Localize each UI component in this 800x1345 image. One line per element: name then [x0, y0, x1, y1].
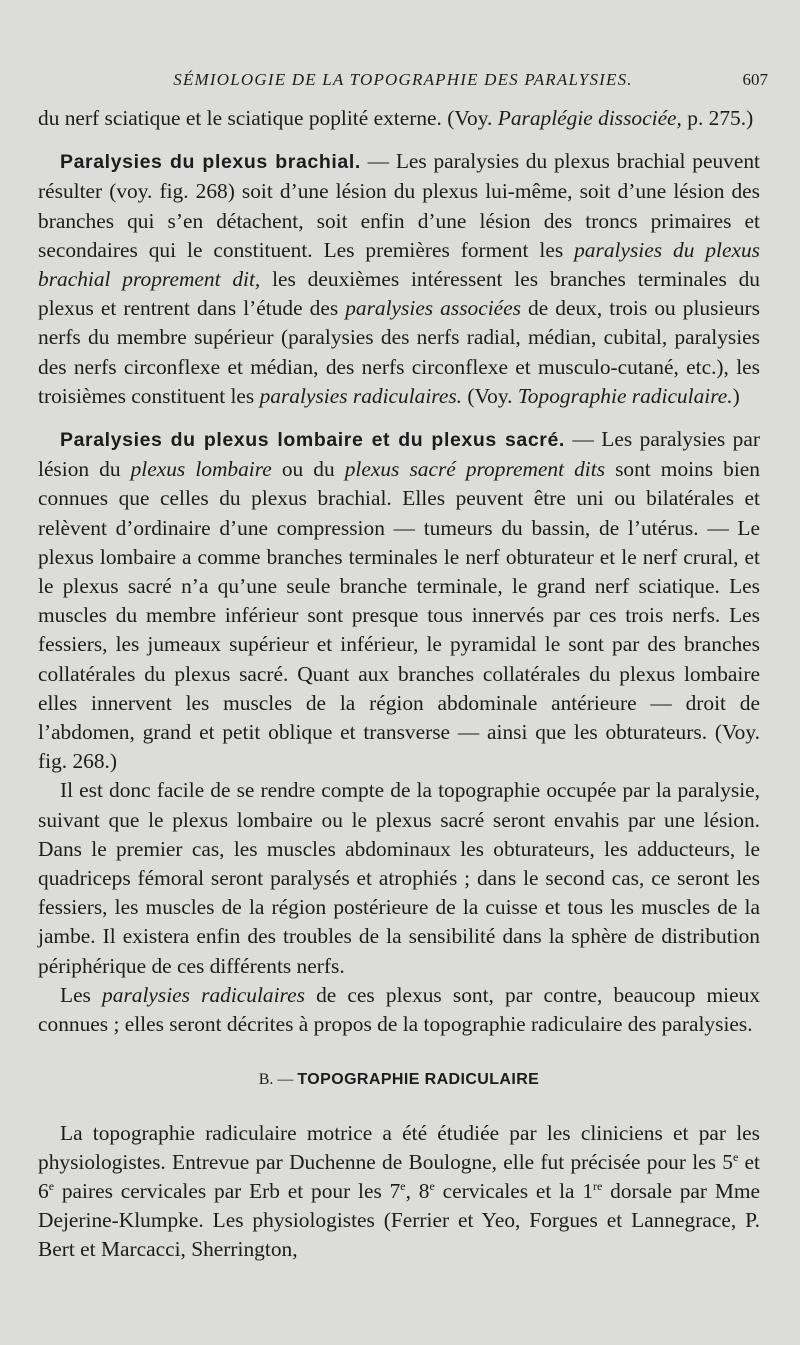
paragraph-radicular-note: [38, 981, 760, 1039]
text-run: du nerf sciatique et le sciatique poplité externe. (Voy.: [38, 106, 498, 130]
section-letter: B. —: [258, 1071, 298, 1089]
text-run: de deux, trois ou plusieurs nerfs du membre supérieur (paralysies des nerfs radial, médian, cubital, paralysies des nerfs circonflexe et médian, des nerfs circonflexe et musculo-cutané, etc.), les troisièmes constituent les: [38, 296, 761, 408]
paragraph-radicular-topography: [38, 1119, 760, 1265]
italic-term: paralysies du plexus brachial proprement dit,: [38, 237, 760, 292]
text-run: , 8: [405, 1178, 430, 1203]
text-run: ): [732, 383, 740, 408]
text-run: Il est donc facile de se rendre compte de la topographie occupée par la paralysie, suivant que le plexus lombaire ou le plexus sacré seront envahis par une lésion. Dans le premier cas, les muscles abdominaux les obturateurs, les adducteurs, le quadriceps fémoral seront paralysés et atrophiés ; dans le second cas, ce seront les fessiers, les muscles de la région postérieure de la cuisse et tous les muscles de la jambe. Il existera enfin des troubles de la sensibilité dans la sphère de distribution périphérique de ces différents nerfs.: [38, 778, 760, 978]
text-run: dorsale par Mme Dejerine-Klumpke. Les physiologistes (Ferrier et Yeo, Forgues et Lannegrace, P. Bert et Marcacci, Sherrington,: [38, 1178, 760, 1262]
section-heading: [38, 1065, 760, 1094]
text-run: La topographie radiculaire motrice a été étudiée par les cliniciens et par les physiologistes. Entrevue par Duchenne de Boulogne, elle fut précisée pour les 5: [38, 1120, 760, 1174]
italic-term: paralysies radiculaires.: [259, 383, 463, 408]
text-run: paires cervicales par Erb et pour les 7: [54, 1178, 401, 1203]
italic-reference: Topographie radiculaire.: [517, 383, 733, 408]
italic-term: paralysies radiculaires: [102, 982, 305, 1007]
italic-term: plexus lombaire: [130, 457, 272, 482]
page-number: 607: [742, 70, 768, 89]
text-run: les deuxièmes intéressent les branches terminales du plexus et rentrent dans l’étude des: [38, 267, 760, 321]
text-run: ou du: [271, 457, 345, 482]
superscript: re: [593, 1178, 603, 1193]
paragraph-continuation: [38, 104, 760, 133]
paragraph-brachial-plexus: [38, 147, 760, 411]
italic-term: paralysies associées: [345, 296, 521, 321]
italic-reference: Paraplégie dissociée,: [497, 106, 682, 130]
text-run: p. 275.): [681, 106, 754, 130]
italic-term: plexus sacré proprement dits: [344, 457, 606, 482]
paragraph-lumbar-sacral-plexus: [38, 425, 760, 776]
running-head-title: SÉMIOLOGIE DE LA TOPOGRAPHIE DES PARALYSIES.: [173, 70, 633, 89]
superscript: e: [48, 1178, 55, 1193]
text-run: — Les paralysies par lésion du: [38, 427, 760, 482]
text-run: (Voy.: [462, 383, 518, 408]
superscript: e: [400, 1178, 406, 1193]
paragraph-topography: [38, 776, 760, 980]
section-title: TOPOGRAPHIE RADICULAIRE: [297, 1071, 540, 1089]
text-run: cervicales et la 1: [434, 1178, 594, 1203]
text-run: Les: [60, 982, 103, 1007]
running-head: [38, 70, 768, 94]
paragraph-heading-lumbar-sacral: Paralysies du plexus lombaire et du plexus sacré.: [60, 429, 565, 452]
superscript: e: [429, 1178, 435, 1193]
superscript: e: [732, 1149, 739, 1164]
text-run: de ces plexus sont, par contre, beaucoup mieux connues ; elles seront décrites à propos de la topographie radiculaire des paralysies.: [38, 982, 761, 1037]
text-run: et 6: [38, 1149, 760, 1203]
text-run: — Les paralysies du plexus brachial peuvent résulter (voy. fig. 268) soit d’une lésion du plexus lui-même, soit d’une lésion des branches qui s’en détachent, soit enfin d’une lésion des troncs primaires et secondaires qui le constituent. Les premières forment les: [38, 149, 760, 262]
text-run: sont moins bien connues que celles du plexus brachial. Elles peuvent être uni ou bilatérales et relèvent d’ordinaire d’une compression — tumeurs du bassin, de l’utérus. — Le plexus lombaire a comme branches terminales le nerf obturateur et le nerf crural, et le plexus sacré n’a qu’une seule branche terminale, le grand nerf sciatique. Les muscles du membre inférieur sont presque tous innervés par ces trois nerfs. Les fessiers, les jumeaux supérieur et inférieur, le pyramidal le sont par des branches collatérales du plexus sacré. Quant aux branches collatérales du plexus lombaire elles innervent les muscles de la région abdominale antérieure — droit de l’abdomen, grand et petit oblique et transverse — ainsi que les obturateurs. (Voy. fig. 268.): [38, 457, 760, 774]
body-text: [38, 104, 760, 1265]
paragraph-heading-brachial: Paralysies du plexus brachial.: [60, 151, 361, 174]
